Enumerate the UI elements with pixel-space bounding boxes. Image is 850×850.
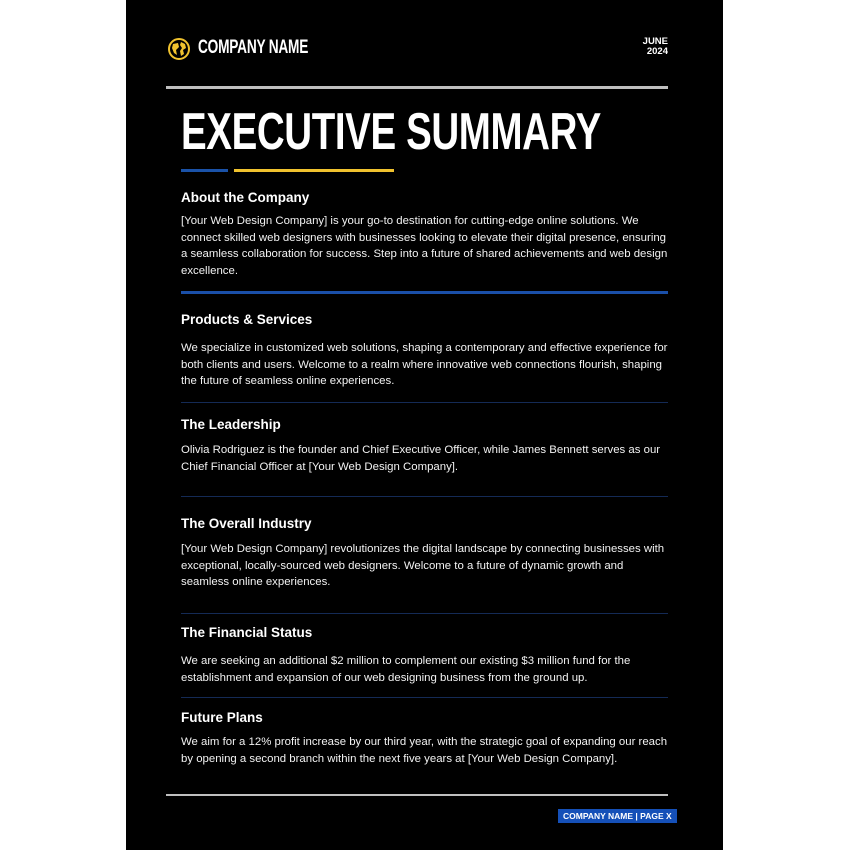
section-heading: Future Plans bbox=[181, 710, 263, 725]
section-body: Olivia Rodriguez is the founder and Chief Executive Officer, while James Bennett serves as our Chief Financial Officer at [Your Web Design Company]. bbox=[181, 444, 661, 473]
document-page bbox=[126, 0, 723, 850]
section-divider bbox=[181, 291, 668, 294]
section-body: We are seeking an additional $2 million to complement our existing $3 million fund for the establishment and expansion of our web designing business from the ground up. bbox=[181, 655, 631, 684]
section-heading: Products & Services bbox=[181, 312, 313, 327]
section-body: [Your Web Design Company] is your go-to destination for cutting-edge online solutions. We connect skilled web designers with businesses looking to elevate their digital presence, ensuring a seamless collaboration for success. Step into a future of shared achievements and web design excellence. bbox=[181, 215, 668, 277]
section-body: We aim for a 12% profit increase by our third year, with the strategic goal of expanding our reach by opening a second branch within the next five years at [Your Web Design Company]. bbox=[181, 736, 668, 765]
section-heading: About the Company bbox=[181, 190, 310, 205]
section-divider bbox=[181, 402, 668, 403]
section-heading: The Overall Industry bbox=[181, 516, 312, 531]
section-heading: The Financial Status bbox=[181, 625, 313, 640]
page-title: EXECUTIVE SUMMARY bbox=[181, 103, 601, 161]
section-divider bbox=[181, 613, 668, 614]
globe-icon bbox=[168, 38, 190, 60]
title-accent-yellow bbox=[234, 169, 394, 172]
header-divider bbox=[166, 86, 668, 89]
report-year: 2024 bbox=[646, 46, 668, 57]
report-date bbox=[643, 37, 668, 57]
title-accent-blue bbox=[181, 169, 228, 172]
report-month: JUNE bbox=[642, 36, 668, 47]
section-divider bbox=[181, 697, 668, 698]
footer-page-label: COMPANY NAME | PAGE X bbox=[558, 809, 677, 823]
company-name: COMPANY NAME bbox=[198, 37, 309, 58]
section-body: We specialize in customized web solutions, shaping a contemporary and effective experience for both clients and users. Welcome to a realm where innovative web connections flourish, shaping the future of seamless online experiences. bbox=[181, 342, 668, 387]
footer-divider bbox=[166, 794, 668, 796]
section-body: [Your Web Design Company] revolutionizes the digital landscape by connecting businesses with exceptional, locally-sourced web designers. Welcome to a future of dynamic growth and seamless online experiences. bbox=[181, 543, 665, 588]
section-divider bbox=[181, 496, 668, 497]
section-heading: The Leadership bbox=[181, 417, 281, 432]
